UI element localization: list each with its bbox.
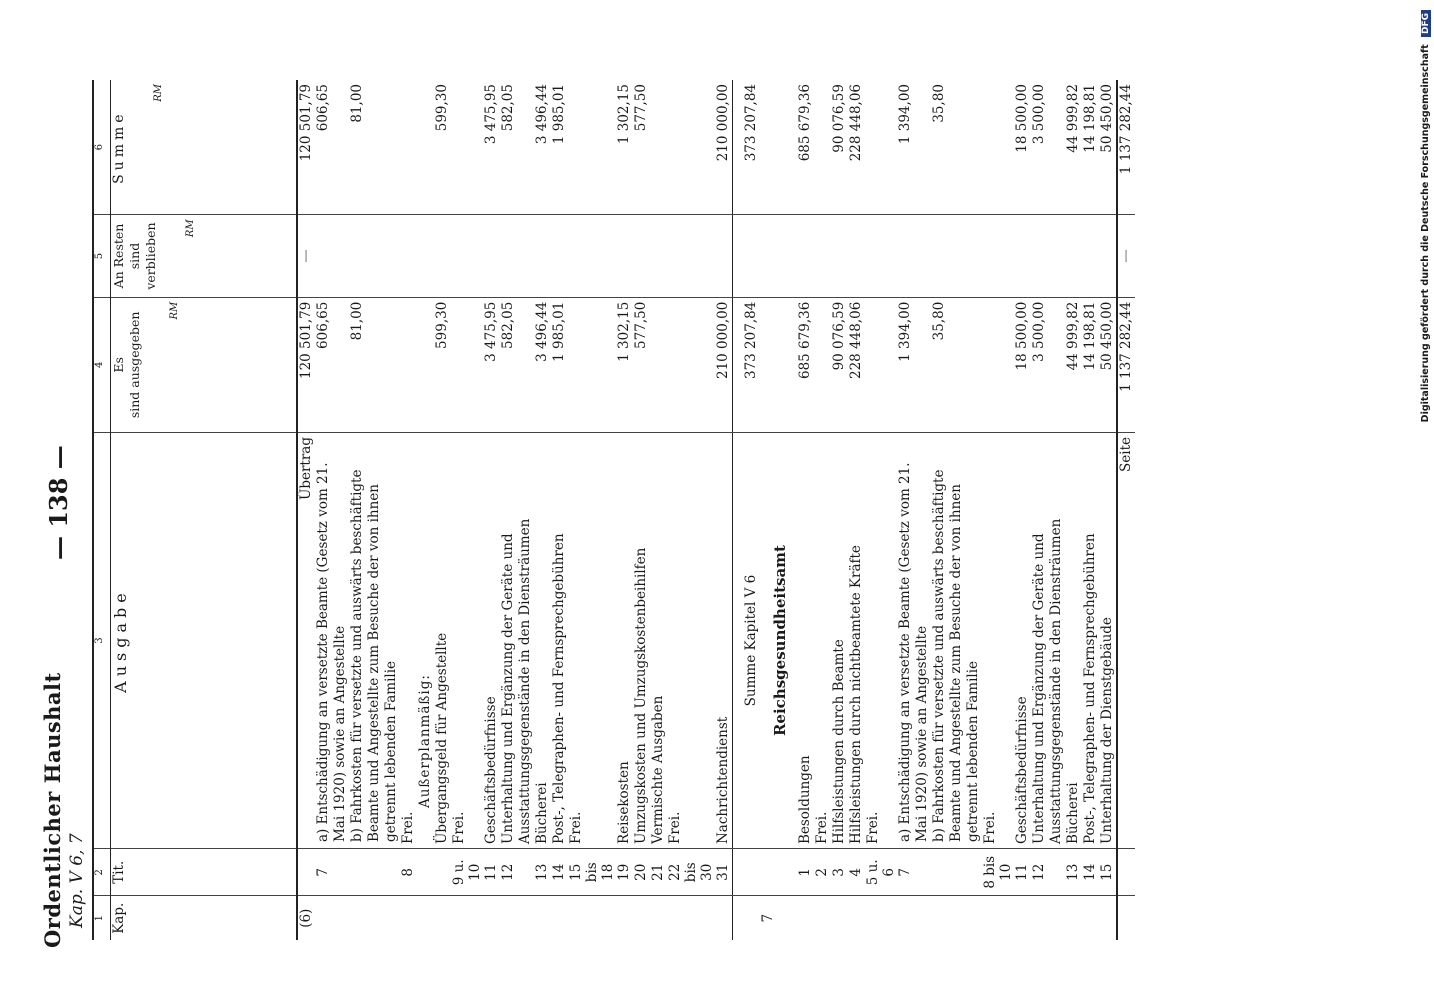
unit-label: RM: [185, 219, 196, 238]
cell-kap: [831, 896, 848, 940]
table-row: [1117, 80, 1135, 940]
cell-tit: [297, 849, 315, 896]
cell-resten: [434, 215, 451, 297]
cell-kap: [315, 896, 349, 940]
cell-kap: [848, 896, 865, 940]
cell-kap: [500, 896, 534, 940]
cell-kap: [633, 896, 650, 940]
table-row: [483, 80, 500, 940]
cell-resten: [848, 215, 865, 297]
cell-ausgegeben: [568, 297, 616, 432]
cell-summe: [814, 80, 831, 215]
cell-kap: (6): [298, 908, 314, 928]
cell-ausgegeben: 685 679,36: [797, 297, 814, 432]
cell-ausgegeben: 90 076,59: [831, 297, 848, 432]
header-tit: Tit.: [111, 849, 298, 896]
cell-ausgabe: Frei.: [982, 433, 1014, 849]
cell-ausgabe: Post-, Telegraphen- und Fernsprechgebühren: [1082, 433, 1099, 849]
cell-tit: 5 u. 6: [865, 849, 897, 896]
cell-resten: [814, 215, 831, 297]
header-ausgegeben-line1: Es: [111, 357, 126, 373]
cell-ausgegeben: [982, 297, 1014, 432]
table-row: [616, 80, 633, 940]
header-ausgabe: Ausgabe: [111, 433, 298, 849]
cell-ausgabe: Reisekosten: [616, 433, 633, 849]
cell-kap: [1065, 896, 1082, 940]
cell-tit: 13: [534, 849, 551, 896]
cell-tit: 19: [616, 849, 633, 896]
cell-ausgegeben: [667, 297, 715, 432]
colnum-3: 3: [93, 433, 111, 849]
cell-summe: [982, 80, 1014, 215]
table-row: [400, 80, 417, 940]
cell-ausgabe: Bücherei: [1065, 433, 1082, 849]
cell-kap: [982, 896, 1014, 940]
cell-ausgegeben: 18 500,00: [1014, 297, 1031, 432]
cell-resten: [797, 215, 814, 297]
cell-resten: [733, 215, 761, 297]
cell-ausgabe: a) Entschädigung an versetzte Beamte (Gesetz vom 21. Mai 1920) sowie an Angestellte: [897, 433, 931, 849]
cell-tit: 15 bis 18: [568, 849, 616, 896]
cell-ausgabe: Geschäftsbedürfnisse: [1014, 433, 1031, 849]
cell-tit: 11: [483, 849, 500, 896]
cell-summe: 44 999,82: [1065, 80, 1082, 215]
table-row: [897, 80, 931, 940]
cell-ausgabe: Frei.: [400, 433, 417, 849]
cell-tit: [434, 849, 451, 896]
cell-resten: [865, 215, 897, 297]
colnum-4: 4: [93, 297, 111, 432]
cell-tit: 4: [848, 849, 865, 896]
cell-kap: [931, 896, 982, 940]
table-row: [814, 80, 831, 940]
cell-tit: 13: [1065, 849, 1082, 896]
cell-kap: [568, 896, 616, 940]
cell-kap: 7: [760, 913, 776, 923]
cell-resten: [451, 215, 483, 297]
cell-ausgabe: Bücherei: [534, 433, 551, 849]
cell-summe: 210 000,00: [715, 80, 733, 215]
header-ausgegeben: [111, 297, 298, 432]
cell-summe: [417, 80, 434, 215]
table-row: [982, 80, 1014, 940]
cell-resten: [760, 215, 797, 297]
cell-ausgegeben: 1 985,01: [551, 297, 568, 432]
cell-tit: 21: [650, 849, 667, 896]
cell-ausgegeben: [865, 297, 897, 432]
cell-resten: [551, 215, 568, 297]
table-row: [650, 80, 667, 940]
cell-ausgabe: Post-, Telegraphen- und Fernsprechgebühren: [551, 433, 568, 849]
cell-ausgabe: Außerplanmäßig:: [417, 433, 434, 849]
cell-tit: [733, 849, 761, 896]
cell-kap: [417, 896, 434, 940]
cell-ausgabe: Übergangsgeld für Angestellte: [434, 433, 451, 849]
table-row: [848, 80, 865, 940]
table-row: [633, 80, 650, 940]
cell-summe: 50 450,00: [1099, 80, 1117, 215]
cell-resten: [568, 215, 616, 297]
cell-ausgabe: Seite: [1117, 433, 1135, 849]
cell-tit: 15: [1099, 849, 1117, 896]
cell-resten: [715, 215, 733, 297]
table-row: [931, 80, 982, 940]
budget-table: [92, 80, 1135, 940]
cell-summe: [451, 80, 483, 215]
page-number: — 138 —: [44, 445, 73, 560]
cell-ausgabe: Nachrichtendienst: [715, 433, 733, 849]
cell-kap: [897, 896, 931, 940]
table-row: [315, 80, 349, 940]
cell-kap: [400, 896, 417, 940]
cell-kap: [733, 896, 761, 940]
cell-tit: 8 bis 10: [982, 849, 1014, 896]
cell-tit: 7: [897, 849, 931, 896]
table-row: [733, 80, 761, 940]
cell-ausgegeben: [400, 297, 417, 432]
cell-ausgabe: b) Fahrkosten für versetzte und auswärts beschäftigte Beamte und Angestellte zum Besuche der von ihnen getrennt lebenden Familie: [349, 433, 400, 849]
cell-summe: 606,65: [315, 80, 349, 215]
cell-ausgabe: Übertrag: [297, 433, 315, 849]
table-row: [715, 80, 733, 940]
cell-summe: 373 207,84: [733, 80, 761, 215]
cell-summe: 1 137 282,44: [1117, 80, 1135, 215]
cell-resten: [650, 215, 667, 297]
cell-ausgegeben: 81,00: [349, 297, 400, 432]
cell-summe: [400, 80, 417, 215]
cell-tit: 9 u. 10: [451, 849, 483, 896]
header-ausgegeben-line2: sind ausgegeben: [127, 311, 142, 419]
table-row: [865, 80, 897, 940]
cell-tit: 1: [797, 849, 814, 896]
cell-tit: 31: [715, 849, 733, 896]
cell-ausgabe: Besoldungen: [797, 433, 814, 849]
cell-summe: 3 496,44: [534, 80, 551, 215]
cell-tit: [349, 849, 400, 896]
cell-resten: [897, 215, 931, 297]
table-row: [500, 80, 534, 940]
cell-resten: [500, 215, 534, 297]
cell-kap: [1014, 896, 1031, 940]
cell-tit: [417, 849, 434, 896]
cell-ausgabe: Unterhaltung und Ergänzung der Geräte und Ausstattungsgegenstände in den Diensträumen: [500, 433, 534, 849]
cell-tit: [931, 849, 982, 896]
table-row: [417, 80, 434, 940]
cell-kap: [1031, 896, 1065, 940]
cell-summe: 1 302,15: [616, 80, 633, 215]
table-row: [1014, 80, 1031, 940]
cell-resten: [1082, 215, 1099, 297]
cell-resten: [1031, 215, 1065, 297]
cell-summe: 582,05: [500, 80, 534, 215]
header-summe-label: Summe: [111, 110, 127, 184]
cell-ausgabe: Summe Kapitel V 6: [733, 433, 761, 849]
cell-tit: 8: [400, 849, 417, 896]
cell-resten: [483, 215, 500, 297]
cell-summe: 228 448,06: [848, 80, 865, 215]
cell-ausgegeben: 14 198,81: [1082, 297, 1099, 432]
cell-kap: [616, 896, 633, 940]
table-row: [534, 80, 551, 940]
cell-tit: [760, 849, 797, 896]
column-number-row: [93, 80, 111, 940]
cell-summe: 81,00: [349, 80, 400, 215]
table-row: [797, 80, 814, 940]
cell-resten: [982, 215, 1014, 297]
cell-resten: [349, 215, 400, 297]
cell-ausgegeben: 3 500,00: [1031, 297, 1065, 432]
cell-ausgegeben: 50 450,00: [1099, 297, 1117, 432]
cell-resten: [633, 215, 650, 297]
table-row: [1031, 80, 1065, 940]
colnum-2: 2: [93, 849, 111, 896]
cell-kap: [483, 896, 500, 940]
cell-kap: [534, 896, 551, 940]
table-row: [451, 80, 483, 940]
cell-ausgegeben: 373 207,84: [733, 297, 761, 432]
cell-summe: 18 500,00: [1014, 80, 1031, 215]
cell-ausgegeben: 577,50: [633, 297, 650, 432]
cell-summe: 14 198,81: [1082, 80, 1099, 215]
cell-ausgabe: Unterhaltung der Dienstgebäude: [1099, 433, 1117, 849]
cell-resten: [417, 215, 434, 297]
cell-ausgabe: Frei.: [451, 433, 483, 849]
table-row: [831, 80, 848, 940]
cell-ausgegeben: 1 302,15: [616, 297, 633, 432]
colnum-1: 1: [93, 896, 111, 940]
cell-resten: —: [1117, 215, 1135, 297]
table-row: [1065, 80, 1082, 940]
cell-summe: 90 076,59: [831, 80, 848, 215]
cell-tit: 20: [633, 849, 650, 896]
table-row: [667, 80, 715, 940]
document-subtitle: Kap. V 6, 7: [67, 833, 87, 928]
cell-kap: [1082, 896, 1099, 940]
header-resten-line1: An Resten: [111, 223, 126, 289]
table-row: [1082, 80, 1099, 940]
dfg-logo: DFG: [1421, 10, 1431, 37]
cell-ausgegeben: 44 999,82: [1065, 297, 1082, 432]
cell-ausgegeben: [451, 297, 483, 432]
cell-ausgegeben: 120 501,79: [297, 297, 315, 432]
cell-summe: [650, 80, 667, 215]
cell-tit: 14: [551, 849, 568, 896]
cell-ausgegeben: 35,80: [931, 297, 982, 432]
cell-resten: [1099, 215, 1117, 297]
cell-resten: [1014, 215, 1031, 297]
unit-label: RM: [153, 84, 164, 102]
cell-tit: 12: [500, 849, 534, 896]
cell-summe: 1 985,01: [551, 80, 568, 215]
cell-ausgabe: Hilfsleistungen durch nichtbeamtete Kräfte: [848, 433, 865, 849]
table-row: [297, 80, 315, 940]
cell-tit: 7: [315, 849, 349, 896]
cell-ausgabe: Frei.: [814, 433, 831, 849]
cell-summe: 599,30: [434, 80, 451, 215]
cell-kap: [434, 896, 451, 940]
cell-summe: [667, 80, 715, 215]
cell-ausgegeben: 599,30: [434, 297, 451, 432]
cell-summe: [760, 80, 797, 215]
cell-summe: 35,80: [931, 80, 982, 215]
header-resten-line2: sind verblieben: [127, 222, 158, 290]
cell-kap: [865, 896, 897, 940]
table-row: [551, 80, 568, 940]
cell-tit: 22 bis 30: [667, 849, 715, 896]
cell-summe: 3 475,95: [483, 80, 500, 215]
table-row: [1099, 80, 1117, 940]
cell-ausgegeben: 210 000,00: [715, 297, 733, 432]
cell-ausgabe: Frei.: [865, 433, 897, 849]
cell-kap: [715, 896, 733, 940]
cell-summe: [568, 80, 616, 215]
colnum-6: 6: [93, 80, 111, 215]
cell-kap: [814, 896, 831, 940]
cell-summe: 685 679,36: [797, 80, 814, 215]
cell-tit: [1117, 849, 1135, 896]
cell-tit: 12: [1031, 849, 1065, 896]
unit-label: RM: [169, 301, 180, 320]
cell-ausgegeben: [417, 297, 434, 432]
table-row: [568, 80, 616, 940]
header-kap: Kap.: [111, 896, 298, 940]
cell-summe: 120 501,79: [297, 80, 315, 215]
cell-resten: —: [297, 215, 315, 297]
cell-ausgegeben: [650, 297, 667, 432]
cell-kap: [1117, 896, 1135, 940]
header-summe: [111, 80, 298, 215]
cell-ausgabe: a) Entschädigung an versetzte Beamte (Gesetz vom 21. Mai 1920) sowie an Angestellte: [315, 433, 349, 849]
cell-tit: 2: [814, 849, 831, 896]
cell-ausgegeben: 3 496,44: [534, 297, 551, 432]
table-row: [434, 80, 451, 940]
cell-ausgabe: Unterhaltung und Ergänzung der Geräte und Ausstattungsgegenstände in den Diensträumen: [1031, 433, 1065, 849]
cell-ausgabe: Geschäftsbedürfnisse: [483, 433, 500, 849]
cell-ausgegeben: 1 394,00: [897, 297, 931, 432]
cell-resten: [931, 215, 982, 297]
cell-resten: [534, 215, 551, 297]
cell-tit: 3: [831, 849, 848, 896]
document-title: Ordentlicher Haushalt: [40, 672, 65, 948]
cell-kap: [451, 896, 483, 940]
cell-summe: 3 500,00: [1031, 80, 1065, 215]
cell-ausgabe: Frei.: [667, 433, 715, 849]
cell-resten: [400, 215, 417, 297]
table-row: [760, 80, 797, 940]
side-credit: [1420, 10, 1434, 990]
cell-kap: [667, 896, 715, 940]
table-row: [349, 80, 400, 940]
cell-resten: [667, 215, 715, 297]
cell-resten: [315, 215, 349, 297]
cell-tit: 11: [1014, 849, 1031, 896]
cell-ausgegeben: 228 448,06: [848, 297, 865, 432]
cell-kap: [551, 896, 568, 940]
cell-tit: 14: [1082, 849, 1099, 896]
table-body: [297, 80, 1135, 940]
column-header-row: [111, 80, 298, 940]
cell-ausgegeben: 1 137 282,44: [1117, 297, 1135, 432]
header-resten: [111, 215, 298, 297]
cell-ausgabe: Frei.: [568, 433, 616, 849]
cell-kap: [650, 896, 667, 940]
cell-ausgabe: Reichsgesundheitsamt: [760, 433, 797, 849]
cell-ausgabe: b) Fahrkosten für versetzte und auswärts beschäftigte Beamte und Angestellte zum Besuche der von ihnen getrennt lebenden Familie: [931, 433, 982, 849]
cell-kap: [349, 896, 400, 940]
cell-summe: [865, 80, 897, 215]
cell-ausgegeben: [760, 297, 797, 432]
cell-ausgabe: Vermischte Ausgaben: [650, 433, 667, 849]
cell-summe: 577,50: [633, 80, 650, 215]
cell-ausgegeben: 3 475,95: [483, 297, 500, 432]
cell-resten: [1065, 215, 1082, 297]
cell-kap: [1099, 896, 1117, 940]
cell-ausgegeben: 582,05: [500, 297, 534, 432]
cell-ausgabe: Hilfsleistungen durch Beamte: [831, 433, 848, 849]
cell-ausgegeben: 606,65: [315, 297, 349, 432]
colnum-5: 5: [93, 215, 111, 297]
cell-resten: [831, 215, 848, 297]
side-credit-text: Digitalisierung gefördert durch die Deutsche Forschungsgemeinschaft: [1420, 44, 1431, 423]
cell-resten: [616, 215, 633, 297]
cell-summe: 1 394,00: [897, 80, 931, 215]
cell-ausgabe: Umzugskosten und Umzugskostenbeihilfen: [633, 433, 650, 849]
cell-kap: [797, 896, 814, 940]
cell-ausgegeben: [814, 297, 831, 432]
